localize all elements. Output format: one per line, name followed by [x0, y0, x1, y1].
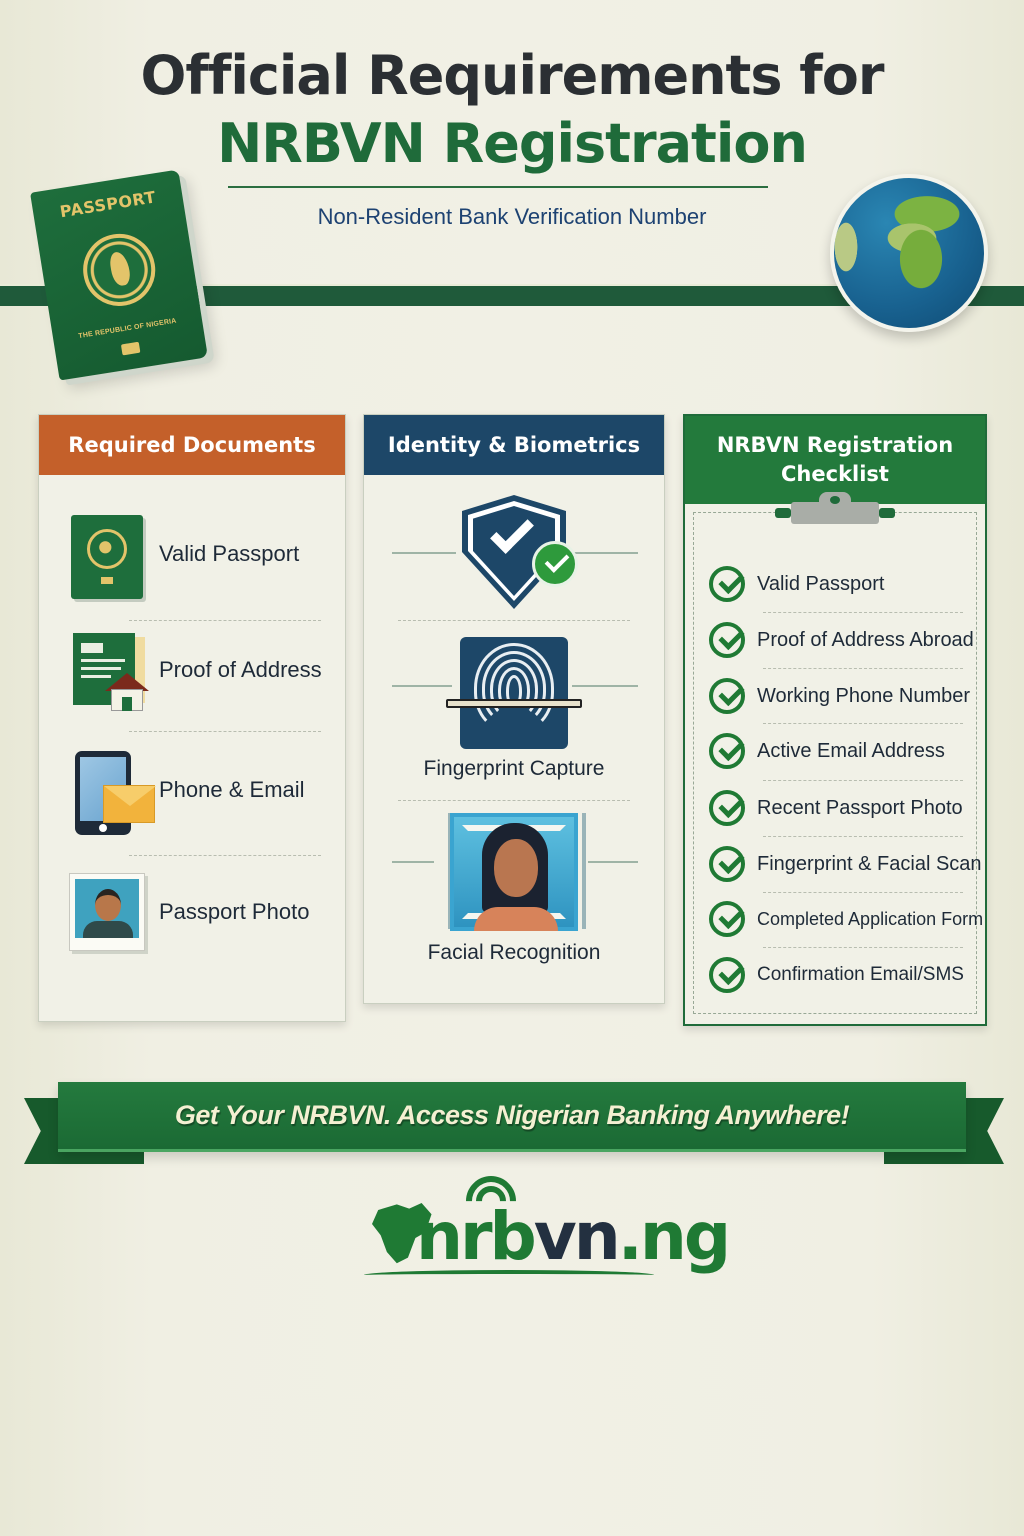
checklist-item-label: Fingerprint & Facial Scan: [757, 852, 982, 875]
checklist-item-label: Valid Passport: [757, 572, 885, 595]
checklist-item-label: Confirmation Email/SMS: [757, 964, 964, 985]
phone-email-icon: [67, 751, 145, 829]
divider: [129, 855, 321, 856]
check-circle-icon: [709, 622, 745, 658]
address-document-icon: [67, 631, 145, 709]
divider: [129, 620, 321, 621]
divider: [763, 836, 963, 837]
passport-icon: [67, 515, 145, 593]
divider: [763, 668, 963, 669]
check-circle-icon: [709, 846, 745, 882]
divider: [398, 800, 630, 801]
divider: [398, 620, 630, 621]
checklist-item: [709, 788, 965, 828]
logo-text: [416, 1198, 728, 1275]
identity-biometrics-card: [363, 414, 665, 1004]
registration-checklist-card: [683, 414, 987, 1026]
divider: [763, 723, 963, 724]
passport-chip-icon: [121, 342, 140, 356]
logo-swoosh: [364, 1270, 654, 1280]
page-title-line-2: NRBVN Registration: [217, 112, 807, 175]
green-check-badge-icon: [532, 541, 578, 587]
checklist-item-label: Working Phone Number: [757, 684, 971, 707]
passport-photo-icon: [67, 873, 145, 951]
checklist-item-label: Completed Application Form: [757, 908, 984, 929]
clipboard-clip-icon: [775, 502, 895, 522]
checklist-title-line-2: Checklist: [781, 462, 889, 486]
divider: [763, 780, 963, 781]
shield-check-icon: [462, 495, 566, 609]
check-circle-icon: [709, 957, 745, 993]
bio-item-verified: [364, 495, 664, 609]
checklist-item: [709, 676, 971, 716]
checklist-header: [685, 416, 985, 504]
logo-text-tld: .ng: [617, 1198, 729, 1275]
bio-item-facial: [364, 813, 664, 931]
checklist-item: [709, 844, 982, 884]
bio-item-fingerprint: [364, 637, 664, 749]
fingerprint-capture-label: Fingerprint Capture: [423, 757, 605, 780]
facial-recognition-label: Facial Recognition: [427, 941, 601, 964]
doc-item-phone-email: [67, 745, 305, 835]
doc-item-label: Phone & Email: [159, 777, 305, 802]
nrbvn-logo: [364, 1172, 729, 1284]
page-title-line-1: Official Requirements for: [140, 44, 884, 107]
checklist-item-label: Recent Passport Photo: [757, 796, 963, 819]
passport-illustration-icon: [30, 169, 208, 380]
check-circle-icon: [709, 678, 745, 714]
checklist-title-line-1: NRBVN Registration: [716, 432, 954, 457]
divider: [129, 731, 321, 732]
checklist-item-label: Proof of Address Abroad: [757, 628, 974, 651]
checklist-item-label: Active Email Address: [757, 739, 945, 762]
doc-item-valid-passport: [67, 509, 299, 599]
globe-icon: [830, 174, 988, 332]
checklist-item: [709, 564, 965, 604]
required-documents-header: Required Documents: [39, 415, 345, 475]
check-circle-icon: [709, 566, 745, 602]
check-circle-icon: [709, 733, 745, 769]
logo-text-nrb: nrb: [416, 1198, 534, 1275]
doc-item-proof-of-address: [67, 625, 322, 715]
required-documents-card: [38, 414, 346, 1022]
page-subtitle: Non-Resident Bank Verification Number: [317, 204, 707, 229]
divider: [763, 612, 963, 613]
cta-banner: [58, 1082, 966, 1152]
identity-biometrics-header: Identity & Biometrics: [364, 415, 664, 475]
check-circle-icon: [709, 901, 745, 937]
doc-item-passport-photo: [67, 867, 309, 957]
face-scan-icon: [450, 813, 578, 931]
passport-seal-icon: [78, 229, 160, 311]
passport-cover-text: THE REPUBLIC OF NIGERIA: [78, 317, 178, 341]
scanner-bar-icon: [446, 699, 582, 708]
doc-item-label: Passport Photo: [159, 899, 310, 924]
fingerprint-icon: [460, 637, 568, 749]
divider: [763, 947, 963, 948]
checklist-item: [709, 731, 965, 771]
logo-text-vn: vn: [533, 1198, 618, 1275]
checklist-item: [709, 899, 984, 939]
check-circle-icon: [709, 790, 745, 826]
cta-banner-text: Get Your NRBVN. Access Nigerian Banking Anywhere!: [174, 1100, 850, 1130]
doc-item-label: Proof of Address: [159, 657, 322, 682]
doc-item-label: Valid Passport: [159, 541, 300, 566]
title-divider: [228, 186, 768, 188]
passport-cover-label: PASSPORT: [58, 187, 158, 222]
checklist-item: [709, 620, 974, 660]
divider: [763, 892, 963, 893]
checklist-item: [709, 955, 965, 995]
